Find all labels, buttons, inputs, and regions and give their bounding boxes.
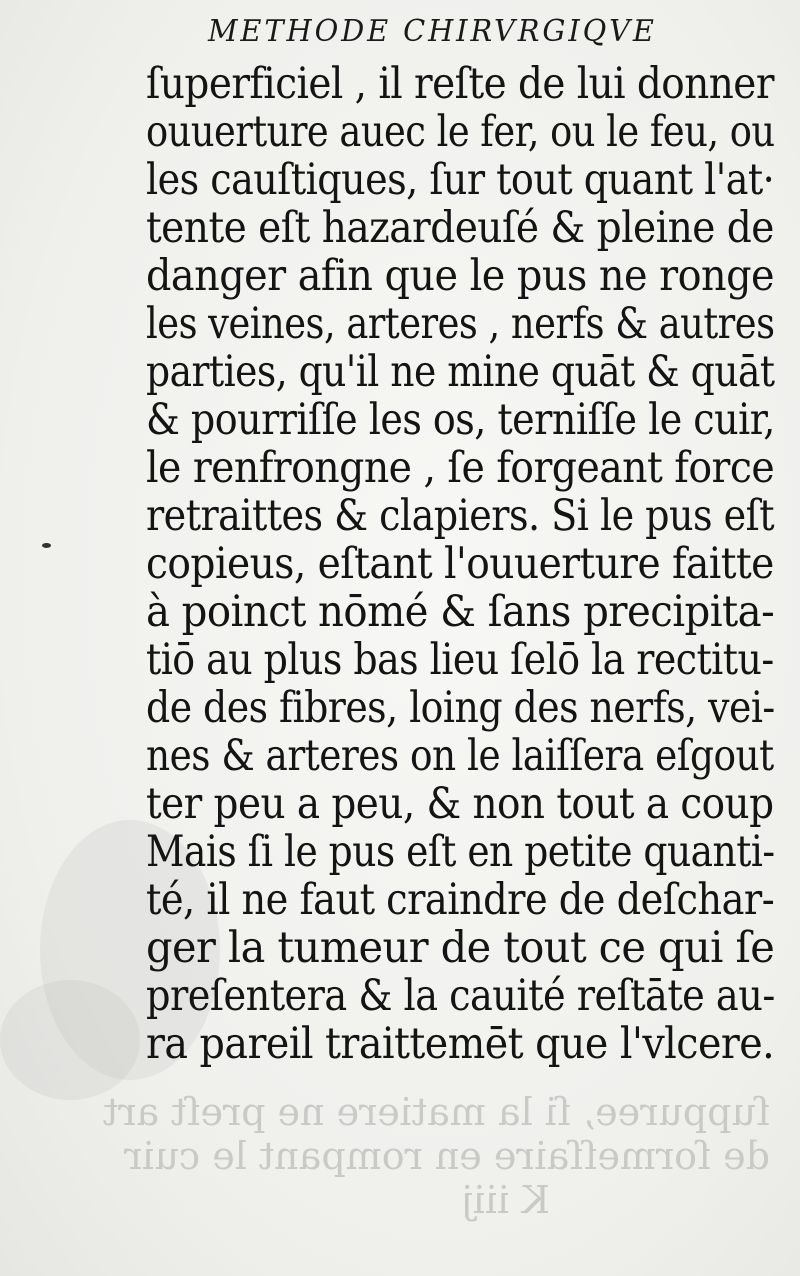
text-line: ouuerture auec le fer, ou le feu, ou	[146, 107, 775, 157]
text-line: ter peu a peu, & non tout a coup	[146, 779, 774, 829]
text-line: à poinct nōmé & ſans precipita-	[146, 587, 775, 637]
text-line: le renfrongne , ſe forgeant force	[146, 443, 775, 493]
text-line: preſentera & la cauité reſtāte au-	[146, 971, 775, 1021]
text-line: Mais ſi le pus eſt en petite quanti-	[146, 827, 775, 877]
text-line: retraittes & clapiers. Si le pus eſt	[146, 491, 775, 541]
text-line: de des fibres, loing des nerfs, vei-	[146, 683, 775, 733]
text-line: ra pareil traittemēt que l'vlcere.	[146, 1019, 775, 1069]
text-line: ger la tumeur de tout ce qui ſe	[146, 923, 775, 973]
text-line: les cauſtiques, ſur tout quant l'at·	[146, 155, 775, 205]
text-line: & pourriſſe les os, terniſſe le cuir,	[146, 395, 775, 445]
show-through-line: de ſormeſſaire en rompant le cuir	[124, 1134, 770, 1178]
text-line: té, il ne faut craindre de deſchar-	[146, 875, 775, 925]
main-text-block	[146, 60, 776, 1068]
ink-speck	[42, 543, 51, 548]
text-line: les veines, arteres , nerfs & autres	[146, 299, 775, 349]
text-line: tente eſt hazardeuſé & pleine de	[146, 203, 774, 253]
text-line: tiō au plus bas lieu ſelō la rectitu-	[146, 635, 774, 685]
show-through-line: ſuppuree, ſi la matiere ne preſt art	[102, 1090, 770, 1134]
show-through-text	[102, 1090, 770, 1222]
paper-stain	[0, 980, 140, 1100]
text-line: danger afin que le pus ne ronge	[146, 251, 775, 301]
text-line: copieus, eſtant l'ouuerture faitte	[146, 539, 774, 589]
text-line: parties, qu'il ne mine quāt & quāt	[146, 347, 775, 397]
text-line: nes & arteres on le laiſſera eſgout	[146, 731, 774, 781]
show-through-line: K iiij	[461, 1178, 550, 1222]
running-title: METHODE CHIRVRGIQVE	[208, 14, 657, 49]
text-line: ſuperficiel , il reſte de lui donner	[146, 59, 774, 109]
